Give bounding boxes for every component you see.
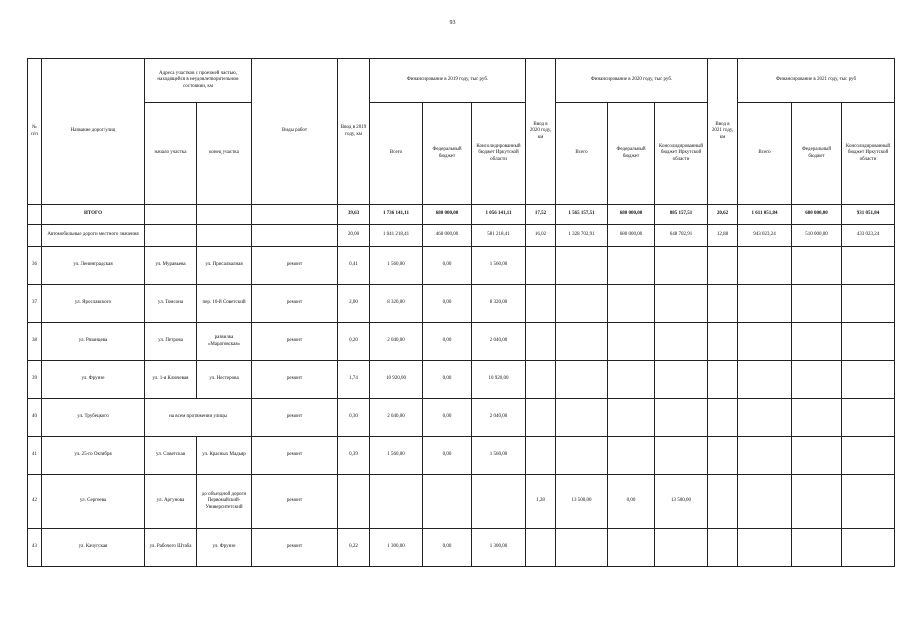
section-start-cell: ул. 1-я Ключевая <box>145 361 197 399</box>
section-start-cell: ул. Томсона <box>145 285 197 323</box>
value-cell: 13 500,00 <box>655 475 708 529</box>
work-type-cell: ремонт <box>252 529 338 567</box>
value-cell <box>792 323 842 361</box>
work-type-cell: ремонт <box>252 437 338 475</box>
value-cell <box>738 323 792 361</box>
value-cell <box>708 323 738 361</box>
road-name-cell: ул. Рязанцева <box>42 323 145 361</box>
road-name-cell: ул. Трубецкого <box>42 399 145 437</box>
table-row <box>28 323 895 361</box>
value-cell <box>708 475 738 529</box>
value-cell: 1,28 <box>526 475 556 529</box>
value-cell <box>708 399 738 437</box>
subtotal-value: 460 000,00 <box>423 225 472 247</box>
section-end-cell: ул. Красных Мадьяр <box>197 437 252 475</box>
section-end-cell: ул. Присалвалная <box>197 247 252 285</box>
subtotal-value: 1 328 702,91 <box>556 225 608 247</box>
total-value: 20,62 <box>708 205 738 225</box>
value-cell <box>842 437 895 475</box>
value-cell <box>792 399 842 437</box>
value-cell <box>842 529 895 567</box>
value-cell <box>842 475 895 529</box>
finance-2019-header: Финансирование в 2019 году, тыс руб. <box>370 59 526 103</box>
value-cell <box>738 361 792 399</box>
value-cell <box>792 285 842 323</box>
value-cell <box>423 475 472 529</box>
value-cell: 0,00 <box>608 475 655 529</box>
subtotal-value: 16,02 <box>526 225 556 247</box>
value-cell <box>556 437 608 475</box>
value-cell <box>708 437 738 475</box>
section-end-cell: развилка «Маратовская» <box>197 323 252 361</box>
work-type-cell: ремонт <box>252 323 338 361</box>
finance-2021-header: Финансирование в 2021 году, тыс руб <box>738 59 895 103</box>
value-cell: 2 040,00 <box>370 399 423 437</box>
value-cell <box>370 475 423 529</box>
value-cell: 2,00 <box>338 285 370 323</box>
road-name-cell: ул. Ярославского <box>42 285 145 323</box>
value-cell: 0,22 <box>338 529 370 567</box>
value-cell: 0,20 <box>338 323 370 361</box>
work-type-cell: ремонт <box>252 475 338 529</box>
value-cell <box>738 475 792 529</box>
table-row <box>28 361 895 399</box>
section-end-cell: ул. Нестерова <box>197 361 252 399</box>
table-row <box>28 437 895 475</box>
value-cell <box>526 437 556 475</box>
value-cell <box>472 475 526 529</box>
value-cell <box>608 399 655 437</box>
col-name-header: Название дорог/улиц <box>42 59 145 205</box>
value-cell <box>738 399 792 437</box>
value-cell <box>738 437 792 475</box>
row-number-cell: 43 <box>28 529 42 567</box>
value-cell <box>608 361 655 399</box>
section-end-cell: до объездной дороги Первомайский-Университетский <box>197 475 252 529</box>
value-cell: 8 320,00 <box>370 285 423 323</box>
value-cell <box>792 247 842 285</box>
road-name-cell: ул. Фрунзе <box>42 361 145 399</box>
subtotal-value: 680 000,00 <box>608 225 655 247</box>
value-cell <box>338 475 370 529</box>
row-number-cell: 36 <box>28 247 42 285</box>
subtotal-value: 648 702,91 <box>655 225 708 247</box>
total-value: 680 000,00 <box>423 205 472 225</box>
finance-2020-header: Финансирование в 2020 году, тыс руб. <box>556 59 708 103</box>
total-value: 1 565 157,51 <box>556 205 608 225</box>
work-type-cell: ремонт <box>252 361 338 399</box>
subtotal-row <box>28 225 895 247</box>
work-type-cell: ремонт <box>252 285 338 323</box>
value-cell <box>738 285 792 323</box>
value-cell: 0,00 <box>423 323 472 361</box>
value-cell: 1 300,00 <box>370 529 423 567</box>
value-cell: 0,00 <box>423 529 472 567</box>
value-cell <box>556 247 608 285</box>
value-cell <box>842 361 895 399</box>
value-cell <box>655 247 708 285</box>
section-start-cell: ул. Петрова <box>145 323 197 361</box>
total-value: 680 000,00 <box>792 205 842 225</box>
value-cell <box>526 361 556 399</box>
value-cell <box>556 323 608 361</box>
row-number-cell: 42 <box>28 475 42 529</box>
col-input-2021-header: Ввод в 2021 году, км <box>708 59 738 205</box>
subtotal-value: 510 000,00 <box>792 225 842 247</box>
value-cell <box>792 475 842 529</box>
section-start-cell: ул. Муравьева <box>145 247 197 285</box>
col-federal-2019-header: Федеральный бюджет <box>423 103 472 205</box>
value-cell <box>608 529 655 567</box>
value-cell: 0,00 <box>423 285 472 323</box>
subtotal-value: 12,88 <box>708 225 738 247</box>
value-cell <box>738 529 792 567</box>
value-cell: 1 560,00 <box>370 437 423 475</box>
total-value: 39,63 <box>338 205 370 225</box>
value-cell <box>608 323 655 361</box>
value-cell <box>655 285 708 323</box>
road-name-cell: ул. Качугская <box>42 529 145 567</box>
subtotal-value: 581 218,41 <box>472 225 526 247</box>
row-number-cell: 38 <box>28 323 42 361</box>
table-row <box>28 475 895 529</box>
total-row <box>28 205 895 225</box>
col-consolidated-2019-header: Консолидированный бюджет Иркутской области <box>472 103 526 205</box>
value-cell <box>655 529 708 567</box>
value-cell <box>608 285 655 323</box>
value-cell: 0,00 <box>423 437 472 475</box>
col-num-header: № п/п <box>28 59 42 205</box>
value-cell <box>608 247 655 285</box>
col-total-2021-header: Всего <box>738 103 792 205</box>
value-cell <box>842 323 895 361</box>
total-value: 1 056 141,11 <box>472 205 526 225</box>
value-cell <box>708 285 738 323</box>
value-cell: 1 560,00 <box>370 247 423 285</box>
value-cell: 1,74 <box>338 361 370 399</box>
table-row <box>28 247 895 285</box>
col-end-header: конец участка <box>197 103 252 205</box>
col-federal-2021-header: Федеральный бюджет <box>792 103 842 205</box>
row-number-cell: 41 <box>28 437 42 475</box>
value-cell <box>556 399 608 437</box>
value-cell <box>842 399 895 437</box>
table-body <box>28 247 895 567</box>
value-cell: 13 500,00 <box>556 475 608 529</box>
value-cell: 2 040,00 <box>472 399 526 437</box>
value-cell <box>738 247 792 285</box>
col-input-2019-header: Ввод в 2019 году, км <box>338 59 370 205</box>
value-cell <box>842 285 895 323</box>
value-cell: 2 040,00 <box>370 323 423 361</box>
road-financing-table <box>27 58 895 567</box>
value-cell: 1 300,00 <box>472 529 526 567</box>
total-value: 1 611 051,84 <box>738 205 792 225</box>
page-number: 93 <box>449 20 456 26</box>
value-cell <box>526 399 556 437</box>
value-cell <box>655 399 708 437</box>
value-cell: 1 560,00 <box>472 437 526 475</box>
total-value: 931 051,84 <box>842 205 895 225</box>
row-number-cell: 40 <box>28 399 42 437</box>
value-cell <box>792 361 842 399</box>
total-value: 885 157,51 <box>655 205 708 225</box>
value-cell <box>655 437 708 475</box>
table-header <box>28 59 895 247</box>
work-type-cell: ремонт <box>252 399 338 437</box>
work-type-cell: ремонт <box>252 247 338 285</box>
col-consolidated-2021-header: Консолидированный бюджет Иркутской области <box>842 103 895 205</box>
value-cell <box>608 437 655 475</box>
total-value: 1 736 141,11 <box>370 205 423 225</box>
col-start-header: начало участка <box>145 103 197 205</box>
value-cell <box>526 285 556 323</box>
value-cell: 10 920,00 <box>472 361 526 399</box>
value-cell: 1 560,00 <box>472 247 526 285</box>
col-input-2020-header: Ввод в 2020 году, км <box>526 59 556 205</box>
table-row <box>28 285 895 323</box>
value-cell: 0,30 <box>338 399 370 437</box>
value-cell: 0,41 <box>338 247 370 285</box>
table-row <box>28 399 895 437</box>
section-start-cell: ул. Советская <box>145 437 197 475</box>
col-total-2020-header: Всего <box>556 103 608 205</box>
total-value: 17,52 <box>526 205 556 225</box>
value-cell <box>842 247 895 285</box>
value-cell <box>526 529 556 567</box>
value-cell <box>526 323 556 361</box>
value-cell <box>556 361 608 399</box>
value-cell: 10 920,00 <box>370 361 423 399</box>
section-end-cell: пер. 10-й Советский <box>197 285 252 323</box>
col-works-header: Виды работ <box>252 59 338 205</box>
row-number-cell: 39 <box>28 361 42 399</box>
subtotal-value: 943 023,24 <box>738 225 792 247</box>
section-start-cell: ул. Рабочего Штаба <box>145 529 197 567</box>
row-number-cell: 37 <box>28 285 42 323</box>
value-cell <box>708 529 738 567</box>
col-consolidated-2020-header: Консолидированный бюджет Иркутской области <box>655 103 708 205</box>
value-cell <box>708 361 738 399</box>
value-cell <box>556 529 608 567</box>
value-cell: 0,00 <box>423 247 472 285</box>
subtotal-value: 1 041 218,41 <box>370 225 423 247</box>
total-label: ИТОГО <box>42 205 145 225</box>
total-value: 680 000,00 <box>608 205 655 225</box>
section-start-cell: ул. Аргунова <box>145 475 197 529</box>
col-address-header: Адреса участков с проезжей частью, находящейся в неудовлетворительном состоянии, км <box>145 59 252 103</box>
road-name-cell: ул. 25-го Октября <box>42 437 145 475</box>
value-cell <box>792 529 842 567</box>
value-cell <box>526 247 556 285</box>
value-cell: 0,00 <box>423 361 472 399</box>
value-cell: 0,39 <box>338 437 370 475</box>
value-cell <box>792 437 842 475</box>
value-cell: 0,00 <box>423 399 472 437</box>
section-start-cell: на всем протяжении улицы <box>145 399 252 437</box>
value-cell <box>655 323 708 361</box>
col-total-2019-header: Всего <box>370 103 423 205</box>
section-end-cell: ул. Фрунзе <box>197 529 252 567</box>
subtotal-label: Автомобильные дороги местного значения <box>42 225 145 247</box>
road-name-cell: ул. Ленинградская <box>42 247 145 285</box>
value-cell <box>708 247 738 285</box>
subtotal-value: 433 023,24 <box>842 225 895 247</box>
value-cell <box>556 285 608 323</box>
value-cell: 2 040,00 <box>472 323 526 361</box>
col-federal-2020-header: Федеральный бюджет <box>608 103 655 205</box>
table-row <box>28 529 895 567</box>
value-cell <box>655 361 708 399</box>
value-cell: 8 320,00 <box>472 285 526 323</box>
road-name-cell: ул. Сергеева <box>42 475 145 529</box>
subtotal-value: 20,00 <box>338 225 370 247</box>
